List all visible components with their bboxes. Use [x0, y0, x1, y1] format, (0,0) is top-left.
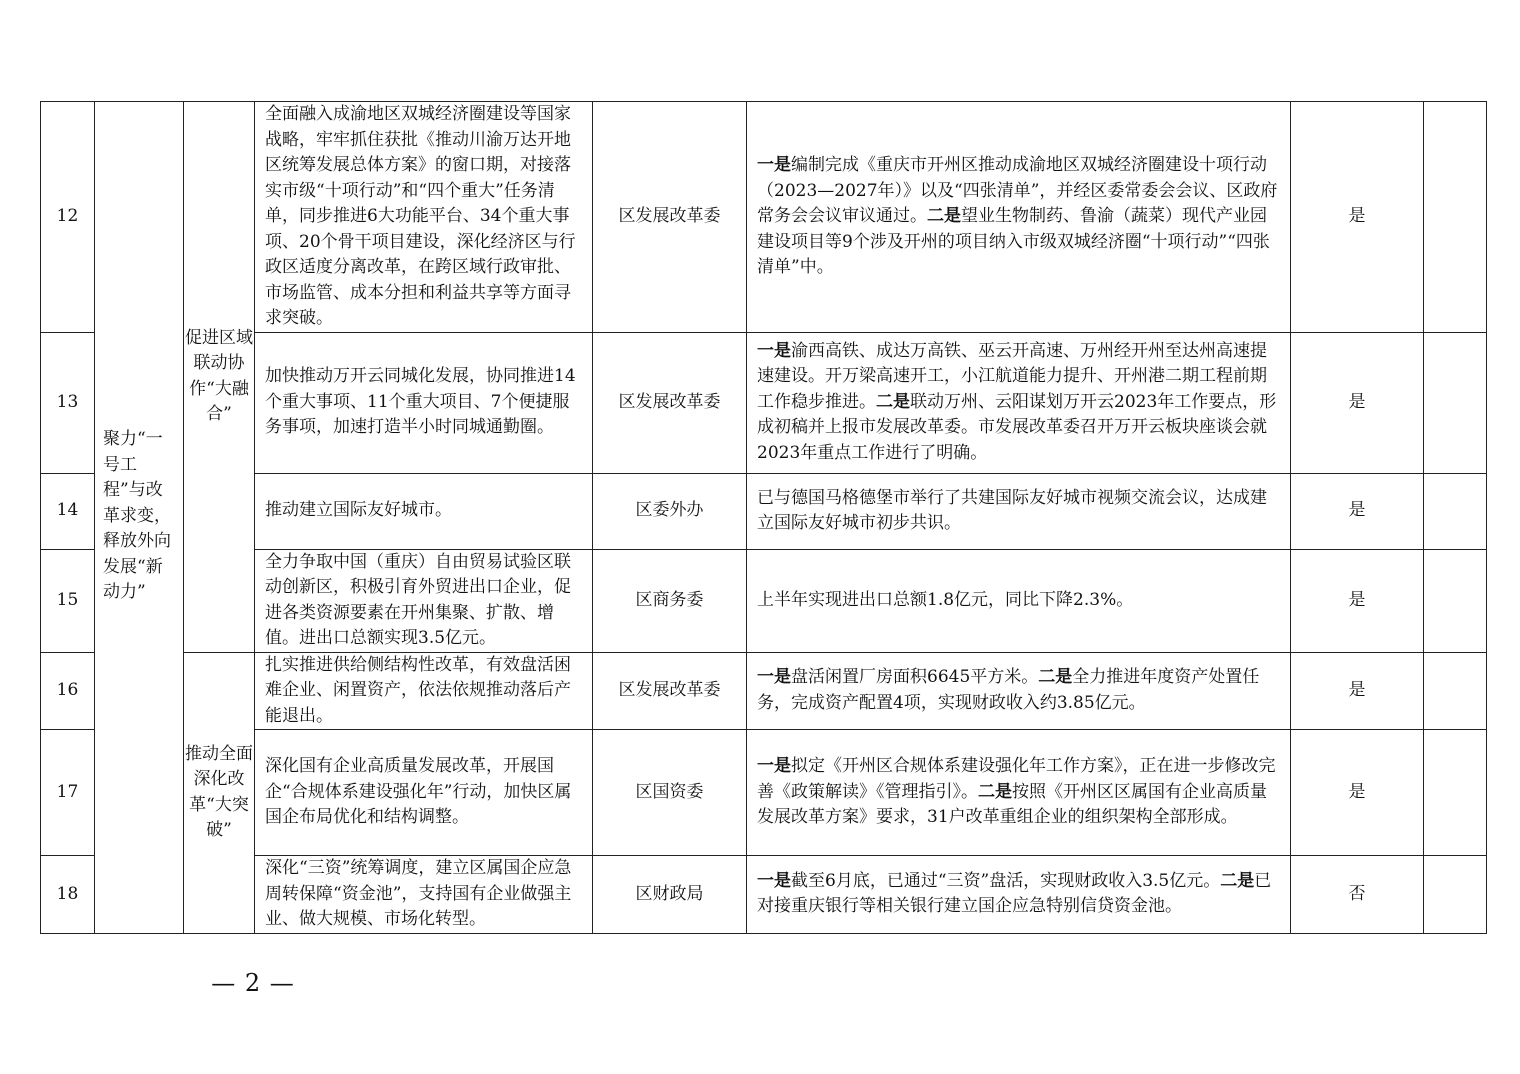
progress-cell	[747, 856, 1291, 934]
dept-cell: 区发展改革委	[593, 102, 747, 333]
task-cell: 推动建立国际友好城市。	[255, 473, 593, 549]
task-cell: 扎实推进供给侧结构性改革，有效盘活困难企业、闲置资产，依法依规推动落后产能退出。	[255, 652, 593, 730]
progress-marker: 二是	[1220, 870, 1255, 891]
table-row	[41, 652, 1487, 730]
remarks-cell	[1424, 652, 1487, 730]
dept-cell: 区委外办	[593, 473, 747, 549]
progress-text: 渝西高铁、成达万高铁、巫云开高速、万州经开州至达州高速提速建设。开万梁高速开工，小江航道能力提升、开州港二期工程前期工作稳步推进。	[757, 340, 1267, 412]
progress-marker: 一是	[757, 155, 791, 175]
completion-cell: 否	[1291, 856, 1424, 934]
dept-cell: 区国资委	[593, 730, 747, 856]
table-row	[41, 473, 1487, 549]
row-number: 17	[41, 730, 95, 856]
completion-cell: 是	[1291, 473, 1424, 549]
progress-cell: 已与德国马格德堡市举行了共建国际友好城市视频交流会议，达成建立国际友好城市初步共识。	[747, 473, 1291, 549]
progress-marker: 一是	[757, 667, 791, 688]
task-cell: 深化“三资”统筹调度，建立区属国企应急周转保障“资金池”，支持国有企业做强主业、做大规模、市场化转型。	[255, 856, 593, 934]
progress-cell	[747, 730, 1291, 856]
remarks-cell	[1424, 102, 1487, 333]
subcategory-label: 推动全面深化改革“大突破”	[185, 743, 253, 840]
row-number: 13	[41, 332, 95, 473]
row-number: 15	[41, 549, 95, 652]
progress-text: 联动万州、云阳谋划万开云2023年工作要点，形成初稿并上报市发展改革委。市发展改革委召开万开云板块座谈会就2023年重点工作进行了明确。	[757, 391, 1277, 463]
row-number: 14	[41, 473, 95, 549]
subcategory-label: 促进区域联动协作“大融合”	[185, 327, 253, 425]
progress-marker: 二是	[978, 781, 1012, 802]
completion-cell: 是	[1291, 652, 1424, 730]
category-cell	[95, 102, 184, 934]
task-cell: 全面融入成渝地区双城经济圈建设等国家战略，牢牢抓住获批《推动川渝万达开地区统筹发展总体方案》的窗口期，对接落实市级“十项行动”和“四个重大”任务清单，同步推进6大功能平台、34个重大事项、20个骨干项目建设，深化经济区与行政区适度分离改革，在跨区域行政审批、市场监管、成本分担和利益共享等方面寻求突破。	[255, 102, 593, 333]
progress-cell	[747, 102, 1291, 333]
table-row	[41, 102, 1487, 333]
progress-marker: 一是	[757, 870, 791, 891]
progress-text: 盘活闲置厂房面积6645平方米。	[791, 667, 1039, 688]
task-cell: 全力争取中国（重庆）自由贸易试验区联动创新区，积极引育外贸进出口企业，促进各类资源要素在开州集聚、扩散、增值。进出口总额实现3.5亿元。	[255, 549, 593, 652]
progress-cell: 上半年实现进出口总额1.8亿元，同比下降2.3%。	[747, 549, 1291, 652]
progress-text: 拟定《开州区合规体系建设强化年工作方案》，正在进一步修改完善《政策解读》《管理指引》。	[757, 756, 1276, 802]
subcategory-cell-reform	[184, 652, 255, 933]
progress-marker: 一是	[757, 756, 791, 777]
row-number: 16	[41, 652, 95, 730]
table-row	[41, 730, 1487, 856]
page-number: — 2 —	[211, 969, 295, 997]
remarks-cell	[1424, 856, 1487, 934]
dept-cell: 区发展改革委	[593, 332, 747, 473]
task-cell: 深化国有企业高质量发展改革，开展国企“合规体系建设强化年”行动，加快区属国企布局优化和结构调整。	[255, 730, 593, 856]
completion-cell: 是	[1291, 102, 1424, 333]
progress-marker: 一是	[757, 340, 791, 361]
table-row	[41, 332, 1487, 473]
progress-text: 已对接重庆银行等相关银行建立国企应急特别信贷资金池。	[757, 870, 1272, 917]
dept-cell: 区财政局	[593, 856, 747, 934]
progress-cell	[747, 332, 1291, 473]
progress-text: 全力推进年度资产处置任务，完成资产配置4项，实现财政收入约3.85亿元。	[757, 667, 1260, 713]
completion-cell: 是	[1291, 332, 1424, 473]
progress-text: 望业生物制药、鲁渝（蔬菜）现代产业园建设项目等9个涉及开州的项目纳入市级双城经济圈“十项行动”“四张清单”中。	[757, 206, 1270, 277]
progress-marker: 二是	[876, 391, 910, 412]
dept-cell: 区商务委	[593, 549, 747, 652]
completion-cell: 是	[1291, 549, 1424, 652]
progress-cell	[747, 652, 1291, 730]
subcategory-cell-regional	[184, 102, 255, 653]
row-number: 18	[41, 856, 95, 934]
table-row	[41, 856, 1487, 934]
category-label: 聚力“一号工程”与改革求变，释放外向发展“新动力”	[103, 429, 171, 602]
progress-marker: 二是	[1038, 667, 1073, 688]
progress-marker: 二是	[927, 206, 961, 226]
completion-cell: 是	[1291, 730, 1424, 856]
remarks-cell	[1424, 549, 1487, 652]
dept-cell: 区发展改革委	[593, 652, 747, 730]
table-row	[41, 549, 1487, 652]
task-progress-table	[40, 101, 1487, 934]
task-cell: 加快推动万开云同城化发展，协同推进14个重大事项、11个重大项目、7个便捷服务事项，加速打造半小时同城通勤圈。	[255, 332, 593, 473]
remarks-cell	[1424, 332, 1487, 473]
remarks-cell	[1424, 730, 1487, 856]
progress-text: 编制完成《重庆市开州区推动成渝地区双城经济圈建设十项行动（2023—2027年）》以及“四张清单”，并经区委常委会会议、区政府常务会会议审议通过。	[757, 155, 1278, 226]
progress-text: 按照《开州区区属国有企业高质量发展改革方案》要求，31户改革重组企业的组织架构全部形成。	[757, 781, 1267, 828]
row-number: 12	[41, 102, 95, 333]
remarks-cell	[1424, 473, 1487, 549]
progress-text: 截至6月底，已通过“三资”盘活，实现财政收入3.5亿元。	[791, 870, 1221, 891]
